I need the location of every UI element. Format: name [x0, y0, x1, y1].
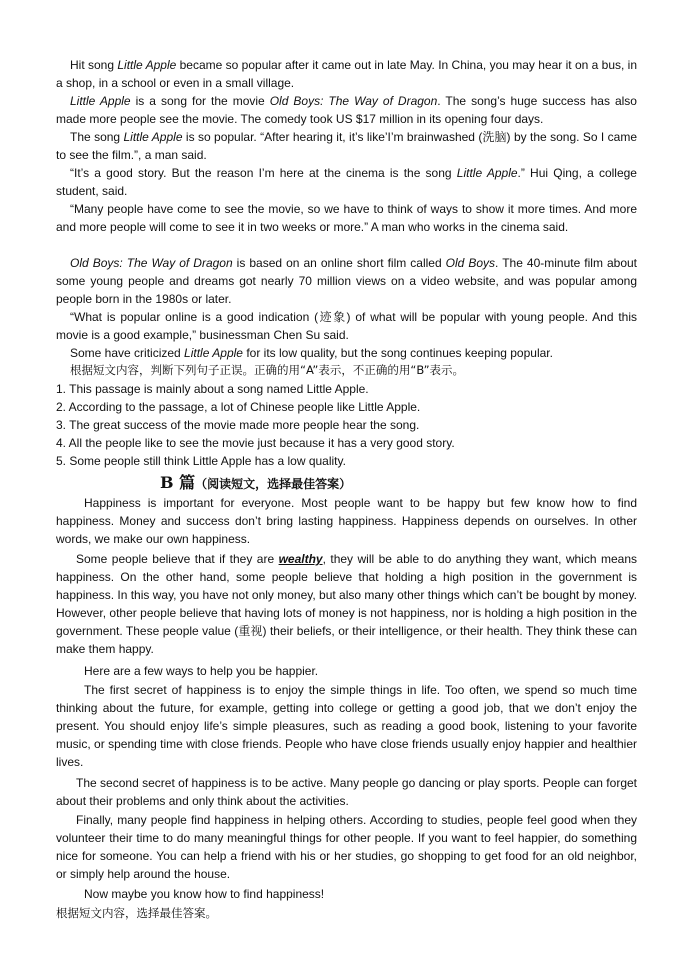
text-run: , they will be able to do anything they want, which means happiness. On the other hand, some people believe that holding a high position in the government is happiness. In this way, you have not only money, but also many other things which can’t be bought by money. However, other people believe that having lots of money is not happiness, nor is holding a high position in the government. These people value (重视) their beliefs, or their intelligence, or their health. They think these can make them happy. [56, 552, 638, 657]
italic-title: Little Apple [456, 166, 518, 180]
passage-a-paragraph [56, 56, 637, 92]
italic-title: Old Boys: The Way of Dragon [70, 256, 233, 270]
text-run: Here are a few ways to help you be happier. [84, 664, 319, 678]
text-run: . The 40-minute film about some young people and dreams got nearly 70 million views on a video website, and was popular among people born in the 1980s or later. [56, 256, 637, 307]
text-run: Now maybe you know how to find happiness! [84, 887, 325, 901]
passage-a-paragraph [56, 92, 637, 128]
italic-title: Little Apple [70, 94, 131, 108]
question-item: 3. The great success of the movie made more people hear the song. [56, 418, 420, 432]
passage-b-paragraph [56, 494, 637, 548]
text-run: “It’s a good story. But the reason I’m here at the cinema is the song [70, 166, 457, 180]
passage-a-paragraph [56, 128, 637, 164]
passage-b-paragraph [56, 811, 637, 883]
passage-b-paragraph [56, 681, 637, 771]
text-run: is so popular. “After hearing it, it’s like’I’m brainwashed (洗脑) by the song. So I came to see the film.”, a man said. [56, 130, 637, 163]
text-run: Happiness is important for everyone. Most people want to be happy but few know how to find happiness. Money and success don’t bring lasting happiness. Happiness depends on ourselves. In other words, we make our own happiness. [56, 496, 637, 547]
section-b-subtitle: （阅读短文，选择最佳答案） [195, 477, 352, 491]
text-run: is a song for the movie [130, 94, 270, 108]
question-item: 5. Some people still think Little Apple has a low quality. [56, 454, 346, 468]
italic-title: Old Boys: The Way of Dragon [269, 94, 438, 108]
text-run: Some people believe that if they are [76, 552, 279, 566]
text-run: for its low quality, but the song continues keeping popular. [242, 346, 553, 360]
text-run: “What is popular online is a good indication (迹象) of what will be popular with young people. And this movie is a good example,” businessman Chen Su said. [56, 310, 637, 343]
passage-b-paragraph [56, 885, 637, 903]
section-b-title: B 篇 [160, 473, 196, 492]
underlined-word: wealthy [278, 552, 323, 566]
italic-title: Old Boys [445, 256, 496, 270]
question-item: 4. All the people like to see the movie just because it has a very good story. [56, 436, 455, 450]
section-b-instruction: 根据短文内容，选择最佳答案。 [56, 906, 217, 920]
text-run: The song [70, 130, 124, 144]
question-item: 1. This passage is mainly about a song named Little Apple. [56, 382, 369, 396]
section-b-heading [160, 470, 351, 493]
italic-title: Little Apple [184, 346, 243, 360]
passage-b-paragraph [56, 550, 637, 659]
section-a-instruction: 根据短文内容，判断下列句子正误。正确的用“A”表示，不正确的用“B”表示。 [70, 363, 465, 377]
text-run: The second secret of happiness is to be active. Many people go dancing or play sports. People can forget about their problems and only think about the activities. [56, 776, 637, 809]
text-run: . The song’s huge success has also made more people see the movie. The comedy took US $17 million in its opening four days. [56, 94, 637, 127]
text-run: became so popular after it came out in late May. In China, you may hear it on a bus, in a shop, in a school or even in a small village. [56, 58, 637, 91]
passage-a-paragraph [56, 308, 637, 344]
text-run: Some have criticized [70, 346, 185, 360]
passage-a-paragraph [56, 254, 637, 308]
text-run: “Many people have come to see the movie, so we have to think of ways to show it more times. And more and more people will come to see it in two weeks or more.” A man who works in the cinema said. [56, 202, 637, 235]
text-run: Hit song [70, 58, 118, 72]
text-run: is based on an online short film called [232, 256, 446, 270]
passage-a-paragraph [56, 164, 637, 200]
passage-a-paragraph [56, 344, 637, 362]
question-item: 2. According to the passage, a lot of Chinese people like Little Apple. [56, 400, 421, 414]
passage-b-paragraph [56, 774, 637, 810]
italic-title: Little Apple [117, 58, 177, 72]
passage-b-paragraph [56, 662, 637, 680]
italic-title: Little Apple [123, 130, 183, 144]
passage-a-paragraph [56, 200, 637, 236]
text-run: Finally, many people find happiness in helping others. According to studies, people feel good when they volunteer their time to do many meaningful things for other people. If you want to feel happier, do something nice for someone. You can help a friend with his or her studies, go shopping to get food for an old neighbor, or simply help around the house. [56, 813, 637, 882]
text-run: .” Hui Qing, a college student, said. [56, 166, 637, 199]
text-run: The first secret of happiness is to enjoy the simple things in life. Too often, we spend so much time thinking about the future, for example, getting into college or getting a good job, that we don’t enjoy the present. You should enjoy life’s simple pleasures, such as reading a good book, listening to your favorite music, or spending time with close friends. People who have close friends usually enjoy happier and healthier lives. [56, 683, 637, 770]
